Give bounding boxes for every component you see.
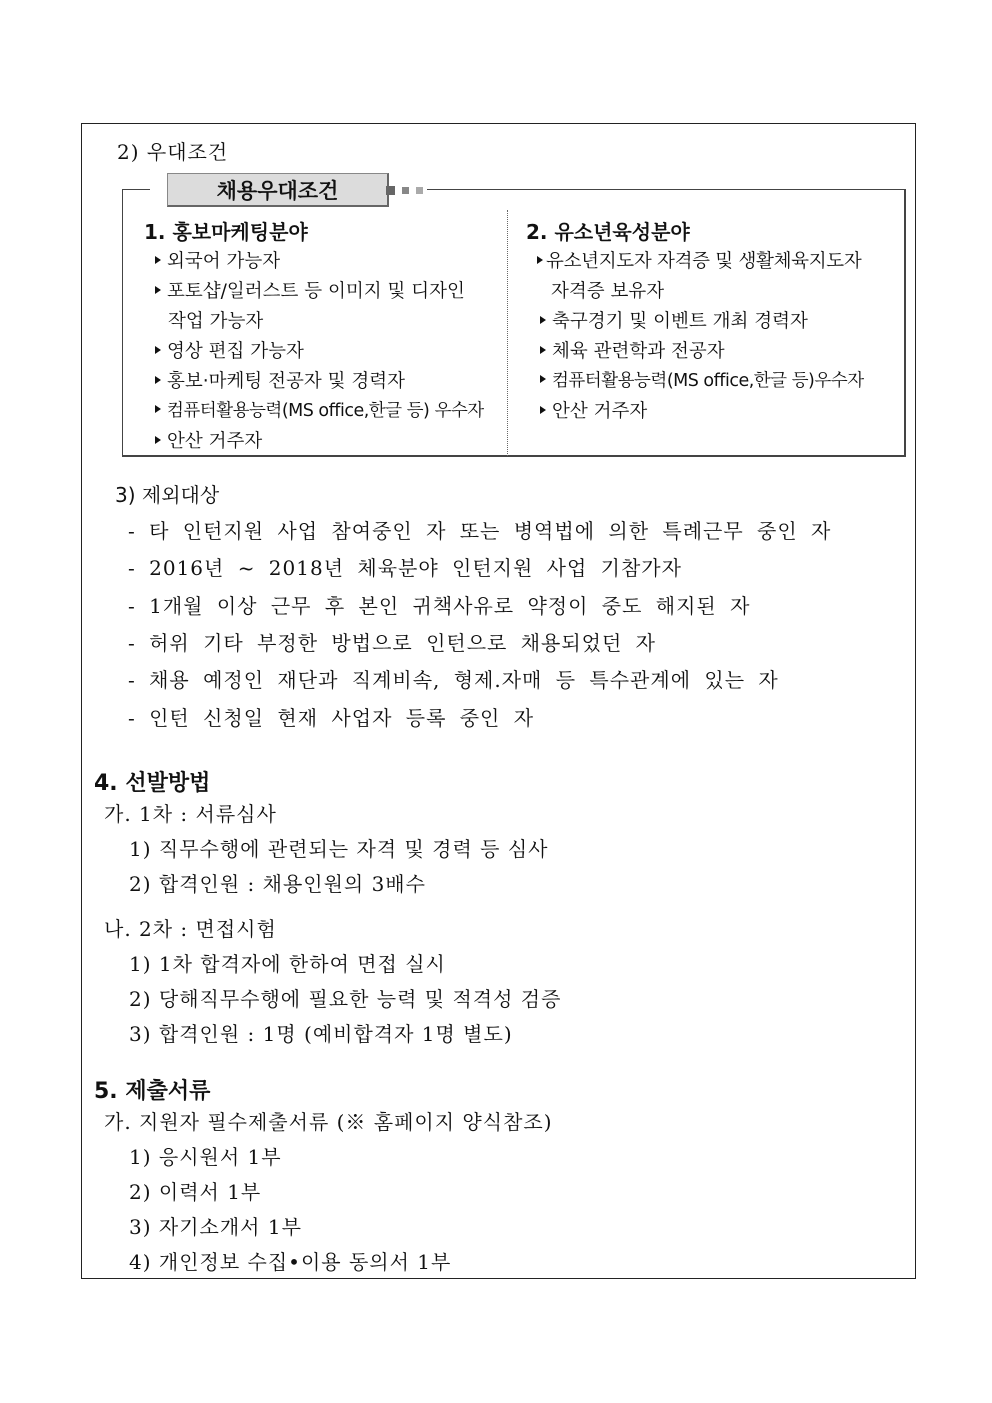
list-item: 홍보·마케팅 전공자 및 경력자 xyxy=(155,367,405,393)
list-item: 안산 거주자 xyxy=(540,397,647,423)
document-item: 3) 자기소개서 1부 xyxy=(129,1215,302,1239)
triangle-bullet-icon xyxy=(155,256,161,264)
preferences-box-title: 채용우대조건 xyxy=(167,173,389,207)
triangle-bullet-icon xyxy=(540,316,546,324)
exclusion-item: - 허위 기타 부정한 방법으로 인턴으로 채용되었던 자 xyxy=(128,631,656,655)
selection-first-title: 가. 1차 : 서류심사 xyxy=(104,802,277,826)
document-item: 2) 이력서 1부 xyxy=(129,1180,262,1204)
list-item: 컴퓨터활용능력(MS office,한글 등) 우수자 xyxy=(155,397,484,422)
triangle-bullet-icon xyxy=(537,256,543,264)
square-bullet-icon xyxy=(416,187,423,194)
selection-second-item: 3) 합격인원 : 1명 (예비합격자 1명 별도) xyxy=(129,1022,513,1046)
selection-heading: 4. 선발방법 xyxy=(94,771,211,796)
selection-first-item: 2) 합격인원 : 채용인원의 3배수 xyxy=(129,872,426,896)
exclusion-item: - 타 인턴지원 사업 참여중인 자 또는 병역법에 의한 특례근무 중인 자 xyxy=(128,519,832,543)
selection-first-item: 1) 직무수행에 관련되는 자격 및 경력 등 심사 xyxy=(129,837,549,861)
selection-second-item: 2) 당해직무수행에 필요한 능력 및 적격성 검증 xyxy=(129,987,562,1011)
list-item: 포토샵/일러스트 등 이미지 및 디자인 xyxy=(155,277,465,303)
list-item-continued: 자격증 보유자 xyxy=(551,281,665,302)
list-item: 영상 편집 가능자 xyxy=(155,337,304,363)
column-title-youth: 2. 유소년육성분야 xyxy=(526,220,690,244)
list-item: 외국어 가능자 xyxy=(155,247,280,273)
triangle-bullet-icon xyxy=(155,436,161,444)
document-item: 4) 개인정보 수집•이용 동의서 1부 xyxy=(129,1250,452,1274)
list-item: 유소년지도자 자격증 및 생활체육지도자 xyxy=(537,247,861,273)
documents-heading: 5. 제출서류 xyxy=(94,1079,211,1104)
triangle-bullet-icon xyxy=(155,286,161,294)
list-item: 축구경기 및 이벤트 개최 경력자 xyxy=(540,307,808,333)
exclusion-item: - 2016년 ~ 2018년 체육분야 인턴지원 사업 기참가자 xyxy=(128,556,682,580)
triangle-bullet-icon xyxy=(155,346,161,354)
square-bullet-icon xyxy=(402,187,409,194)
exclusion-item: - 1개월 이상 근무 후 본인 귀책사유로 약정이 중도 해지된 자 xyxy=(128,594,751,618)
square-bullet-icon xyxy=(386,186,395,195)
triangle-bullet-icon xyxy=(540,346,546,354)
list-item: 안산 거주자 xyxy=(155,427,262,453)
list-item: 체육 관련학과 전공자 xyxy=(540,337,725,363)
selection-second-title: 나. 2차 : 면접시험 xyxy=(104,917,277,941)
triangle-bullet-icon xyxy=(155,376,161,384)
documents-subtitle: 가. 지원자 필수제출서류 (※ 홈페이지 양식참조) xyxy=(104,1110,553,1134)
selection-second-item: 1) 1차 합격자에 한하여 면접 실시 xyxy=(129,952,446,976)
list-item: 컴퓨터활용능력(MS office,한글 등)우수자 xyxy=(540,367,864,392)
triangle-bullet-icon xyxy=(540,406,546,414)
list-item-continued: 작업 가능자 xyxy=(168,311,264,332)
document-item: 1) 응시원서 1부 xyxy=(129,1145,282,1169)
exclusions-heading: 3) 제외대상 xyxy=(115,483,220,507)
exclusion-item: - 인턴 신청일 현재 사업자 등록 중인 자 xyxy=(128,706,535,730)
column-title-marketing: 1. 홍보마케팅분야 xyxy=(144,220,308,244)
preferences-heading: 2) 우대조건 xyxy=(117,140,229,164)
column-divider xyxy=(507,210,508,456)
exclusion-item: - 채용 예정인 재단과 직계비속, 형제.자매 등 특수관계에 있는 자 xyxy=(128,668,779,692)
triangle-bullet-icon xyxy=(155,405,161,413)
triangle-bullet-icon xyxy=(540,375,546,383)
